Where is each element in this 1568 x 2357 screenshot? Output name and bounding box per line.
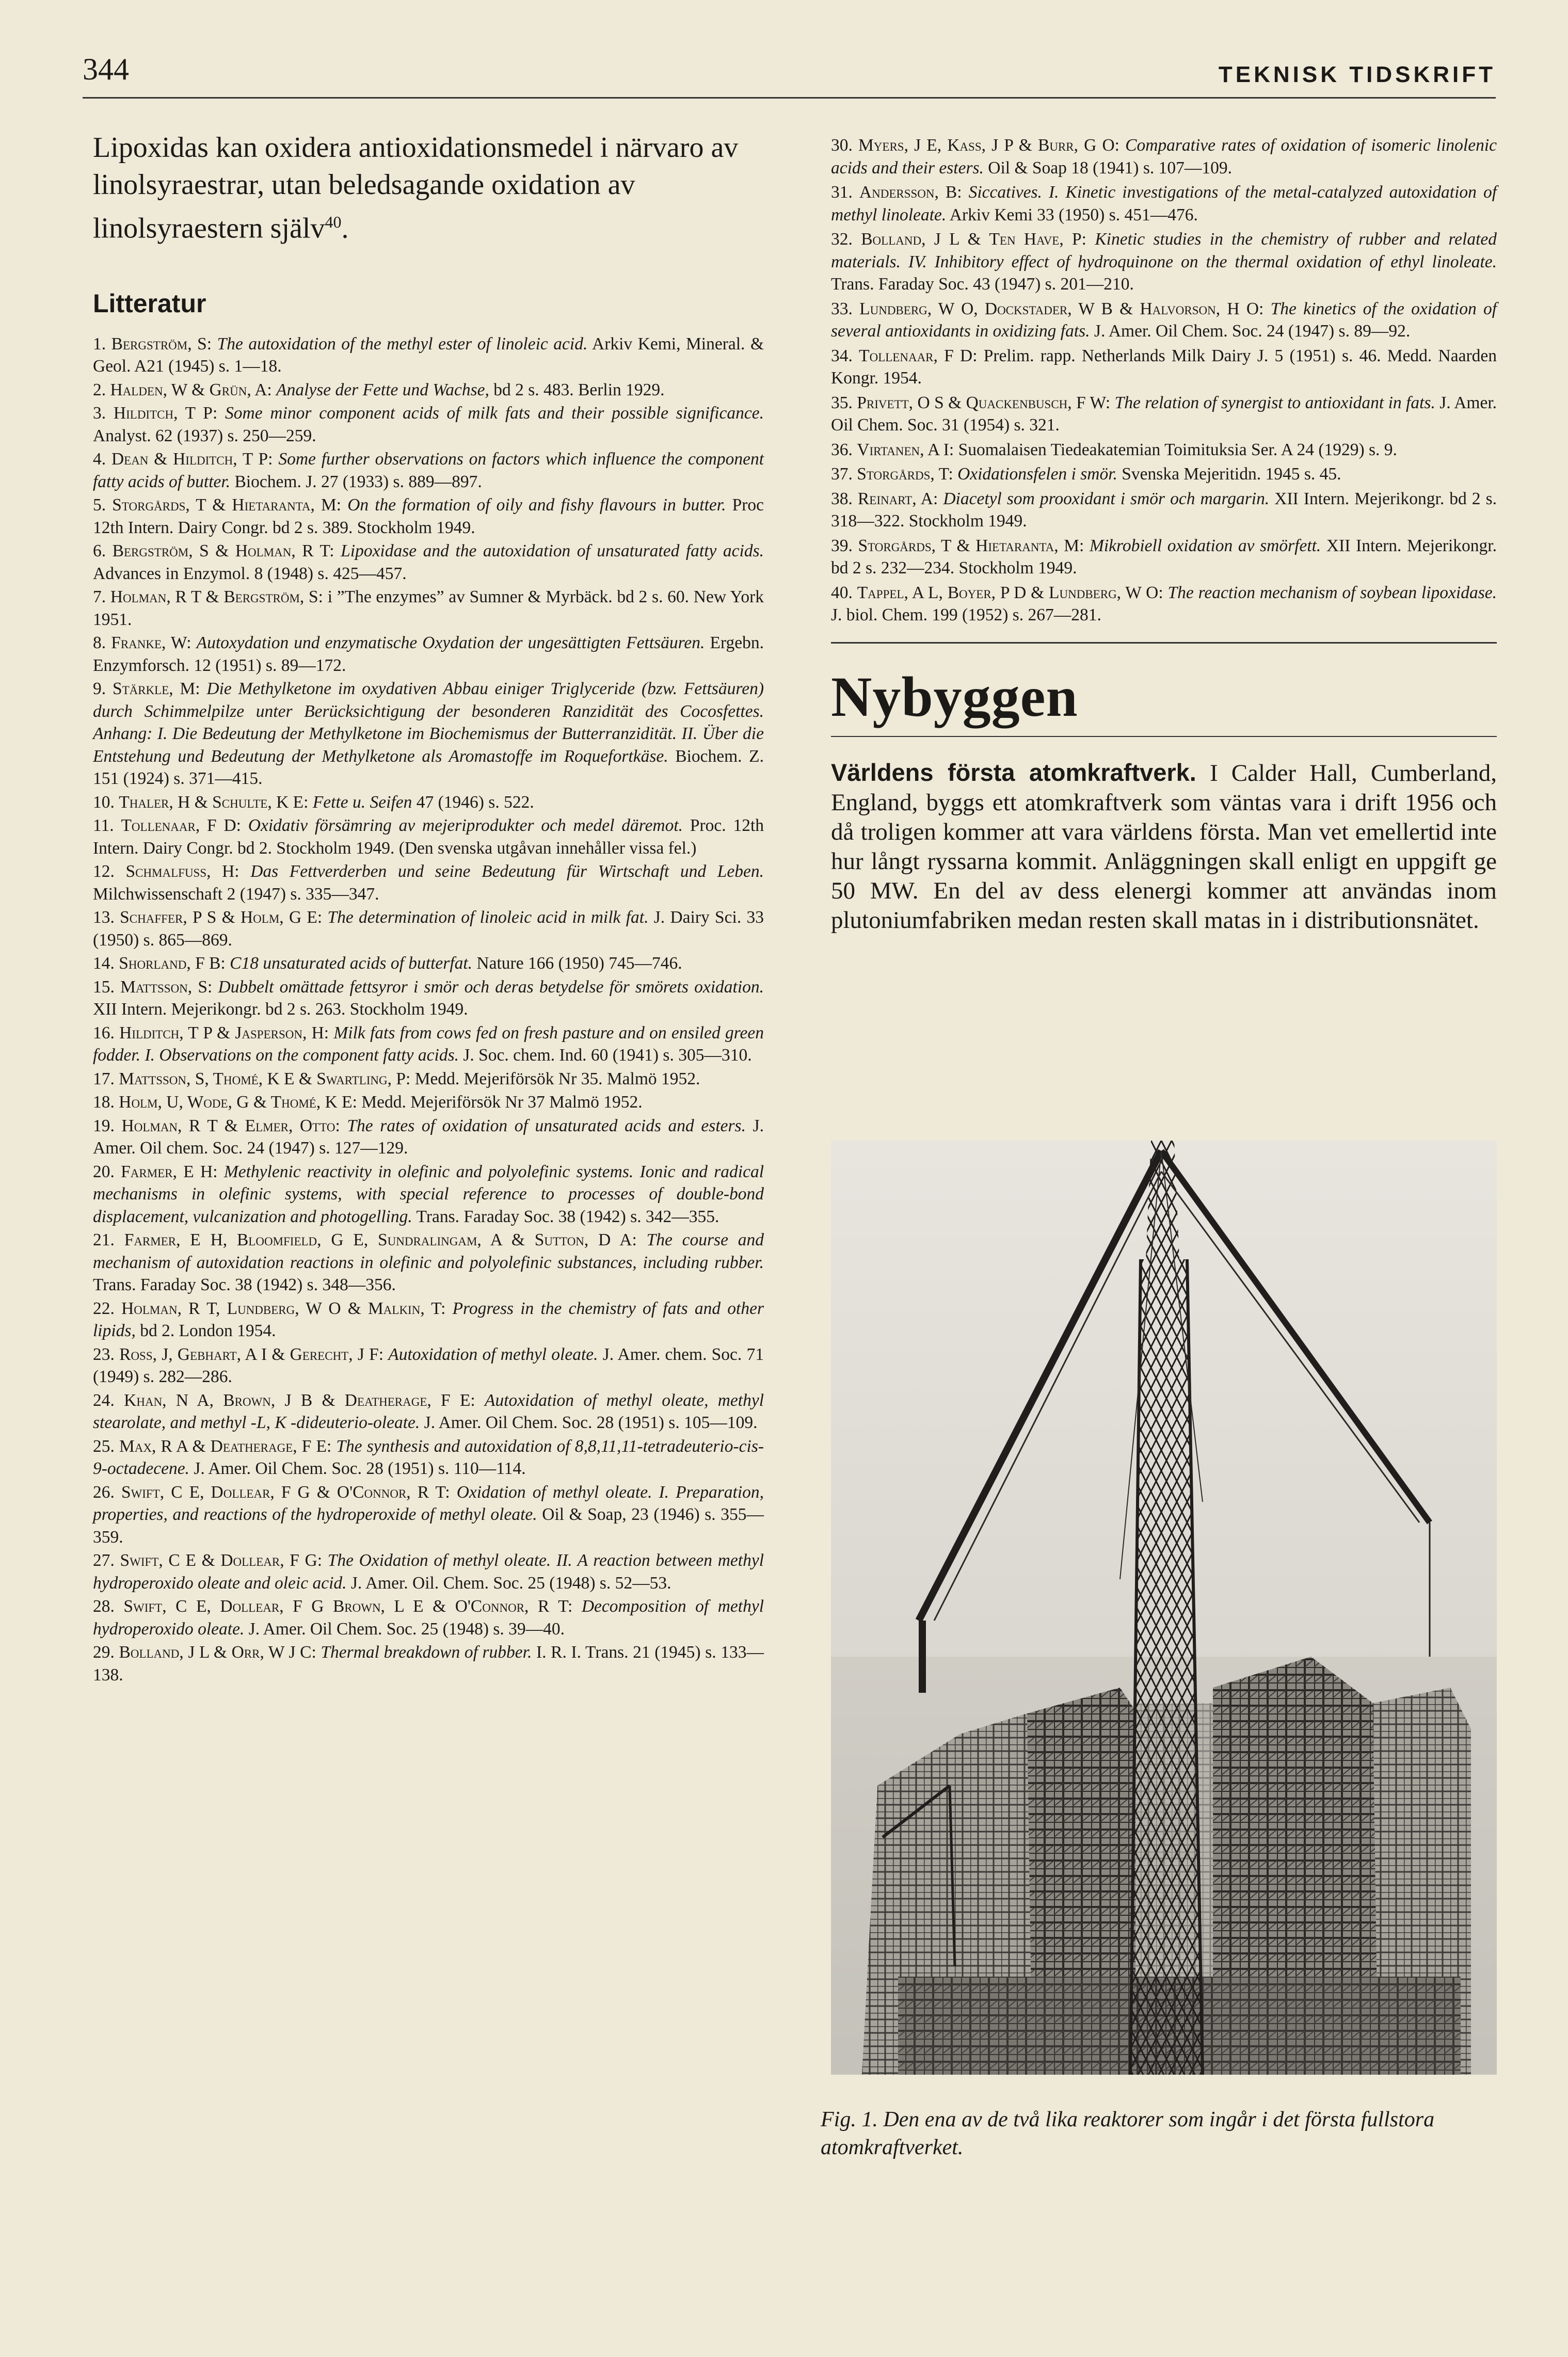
reference-rest: J. Amer. chem. Soc. 71 (1949) s. 282—286. [93, 1344, 764, 1387]
reference-rest: Suomalaisen Tiedeakatemian Toimituksia Ser. A 24 (1929) s. 9. [958, 440, 1397, 459]
reference-num: 25. [93, 1436, 115, 1456]
reference-title: Diacetyl som prooxidant i smör och margarin. [943, 489, 1270, 508]
reference-rest: 47 (1946) s. 522. [416, 792, 534, 812]
reference-title: The autoxidation of the methyl ester of linoleic acid. [217, 334, 588, 354]
reference-title: The relation of synergist to antioxidant in fats. [1114, 393, 1435, 412]
reference-authors: Myers, J E, Kass, J P & Burr, G O: [858, 136, 1119, 155]
header-rule [83, 97, 1496, 99]
reference-rest: XII Intern. Mejerikongr. bd 2 s. 263. Stockholm 1949. [93, 1000, 468, 1019]
reference-item [93, 1389, 764, 1434]
reference-authors: Farmer, E H: [121, 1162, 218, 1181]
reference-title: On the formation of oily and fishy flavours in butter. [347, 495, 726, 515]
reference-rest: Trans. Faraday Soc. 38 (1942) s. 348—356. [93, 1275, 396, 1295]
reference-num: 16. [93, 1023, 115, 1043]
reference-title: The reaction mechanism of soybean lipoxidase. [1167, 583, 1497, 602]
reference-item [831, 345, 1497, 390]
reference-title: Analyse der Fette und Wachse, [276, 380, 489, 399]
reference-title: Lipoxidase and the autoxidation of unsaturated fatty acids. [341, 541, 764, 561]
reference-rest: i ”The enzymes” av Sumner & Myrbäck. bd 2 s. 60. New York 1951. [93, 587, 764, 629]
intro-paragraph [93, 129, 764, 247]
reference-item [93, 976, 764, 1021]
reference-rest: J. Soc. chem. Ind. 60 (1941) s. 305—310. [463, 1046, 752, 1065]
reference-authors: Hilditch, T P: [113, 404, 218, 423]
reference-rest: J. Amer. Oil Chem. Soc. 31 (1954) s. 321. [831, 393, 1497, 435]
reference-authors: Lundberg, W O, Dockstader, W B & Halvorson, H O: [859, 299, 1264, 318]
reference-rest: J. Amer. Oil Chem. Soc. 24 (1947) s. 89—92. [1094, 322, 1411, 341]
reference-title: Milk fats from cows fed on fresh pasture and on ensiled green fodder. I. Observations on the component fatty acids. [93, 1023, 764, 1065]
reference-item [93, 1343, 764, 1388]
reference-rest: bd 2. London 1954. [140, 1321, 276, 1341]
reference-num: 15. [93, 977, 115, 997]
reference-title: Autoxydation und enzymatische Oxydation der ungesättigten Fettsäuren. [196, 633, 705, 653]
reference-authors: Schaffer, P S & Holm, G E: [120, 908, 323, 927]
reference-rest: XII Intern. Mejerikongr. bd 2 s. 318—322. Stockholm 1949. [831, 489, 1497, 531]
reference-num: 14. [93, 954, 115, 973]
reference-authors: Halden, W & Grün, A: [110, 380, 272, 399]
literature-heading: Litteratur [93, 288, 206, 318]
news-lead: Världens första atomkraftverk. [831, 758, 1196, 786]
reference-authors: Shorland, F B: [119, 954, 226, 973]
reference-rest: XII Intern. Mejerikongr. bd 2 s. 232—234. Stockholm 1949. [831, 536, 1497, 578]
reference-authors: Storgårds, T: [857, 464, 953, 484]
reference-num: 34. [831, 346, 853, 365]
reference-title: The Oxidation of methyl oleate. II. A reaction between methyl hydroperoxido oleate and oleic acid. [93, 1551, 764, 1593]
reference-rest: J. Amer. Oil chem. Soc. 24 (1947) s. 127—129. [93, 1116, 764, 1158]
reference-item [93, 494, 764, 539]
reference-rest: Nature 166 (1950) 745—746. [476, 954, 682, 973]
reference-num: 26. [93, 1482, 115, 1502]
reference-num: 4. [93, 450, 106, 469]
reference-authors: Storgårds, T & Hietaranta, M: [858, 536, 1084, 555]
left-column [93, 129, 764, 1687]
reference-item [93, 1091, 764, 1114]
reference-rest: Proc. 12th Intern. Dairy Congr. bd 2. Stockholm 1949. (Den svenska utgåvan innehåller vissa fel.) [93, 816, 764, 858]
reference-authors: Swift, C E, Dollear, F G Brown, L E & O'Connor, R T: [123, 1597, 573, 1616]
reference-title: Decomposition of methyl hydroperoxido oleate. [93, 1597, 764, 1639]
reference-title: The rates of oxidation of unsaturated acids and esters. [347, 1116, 746, 1135]
reference-item [93, 1595, 764, 1640]
reference-item [93, 379, 764, 402]
reference-authors: Bolland, J L & Orr, W J C: [119, 1643, 316, 1662]
reference-authors: Privett, O S & Quackenbusch, F W: [857, 393, 1111, 412]
reference-rest: Advances in Enzymol. 8 (1948) s. 425—457. [93, 564, 407, 583]
reference-num: 37. [831, 464, 853, 484]
reference-item [93, 540, 764, 585]
reference-item [831, 463, 1497, 486]
reference-rest: Analyst. 62 (1937) s. 250—259. [93, 426, 316, 445]
reference-num: 33. [831, 299, 853, 318]
reference-num: 35. [831, 393, 853, 412]
reference-rest: Svenska Mejeritidn. 1945 s. 45. [1122, 464, 1341, 484]
right-column [831, 134, 1497, 935]
reference-title: Mikrobiell oxidation av smörfett. [1089, 536, 1321, 555]
reference-item [93, 1115, 764, 1160]
reference-num: 30. [831, 136, 853, 155]
reference-item [93, 1549, 764, 1594]
reference-num: 38. [831, 489, 853, 508]
reference-title: The determination of linoleic acid in milk fat. [327, 908, 649, 927]
reference-num: 6. [93, 541, 106, 561]
reference-list-left [93, 333, 764, 1687]
reference-authors: Tollenaar, F D: [859, 346, 978, 365]
reference-rest: Ergebn. Enzymforsch. 12 (1951) s. 89—172. [93, 633, 764, 675]
reference-item [93, 906, 764, 951]
reference-title: Oxidationsfelen i smör. [957, 464, 1117, 484]
reference-rest: J. biol. Chem. 199 (1952) s. 267—281. [831, 605, 1101, 624]
page-number: 344 [83, 52, 129, 86]
reference-item [93, 333, 764, 378]
reference-title: Kinetic studies in the chemistry of rubber and related materials. IV. Inhibitory effect of hydroquinone on the thermal oxidation of ethyl linoleate. [831, 230, 1497, 271]
reference-rest: Arkiv Kemi, Mineral. & Geol. A21 (1945) s. 1—18. [93, 334, 764, 376]
reference-rest: I. R. I. Trans. 21 (1945) s. 133—138. [93, 1643, 764, 1685]
reference-item [93, 814, 764, 859]
reference-num: 9. [93, 679, 106, 699]
news-heading: Nybyggen [831, 665, 1078, 728]
reference-rest: Trans. Faraday Soc. 43 (1947) s. 201—210. [831, 275, 1134, 294]
reference-authors: Swift, C E & Dollear, F G: [120, 1551, 323, 1570]
news-body-text: I Calder Hall, Cumberland, England, byggs ett atomkraftverk som väntas vara i drift 1956 och då troligen kommer att vara världens första. Man vet emellertid inte hur långt ryssarna kommit. Anläggningen skall enligt en uppgift ge 50 MW. En del av dess elenergi kommer att användas inom plutoniumfabriken medan resten skall matas in i distributionsnätet. [831, 759, 1497, 934]
reference-item [93, 402, 764, 447]
reference-item [93, 1641, 764, 1686]
reference-title: Oxidation of methyl oleate. I. Preparation, properties, and reactions of the hydroperoxide of methyl oleate. [93, 1482, 764, 1525]
reference-num: 17. [93, 1069, 115, 1088]
reference-authors: Holman, R T & Elmer, Otto: [121, 1116, 340, 1135]
reference-rest: Medd. Mejeriförsök Nr 35. Malmö 1952. [414, 1069, 700, 1088]
reference-title: Comparative rates of oxidation of isomeric linolenic acids and their esters. [831, 136, 1497, 178]
reference-num: 31. [831, 183, 853, 202]
reference-num: 22. [93, 1298, 115, 1318]
reference-title: Progress in the chemistry of fats and other lipids, [93, 1298, 764, 1341]
reference-title: Thermal breakdown of rubber. [321, 1643, 532, 1662]
reference-title: Dubbelt omättade fettsyror i smör och deras betydelse för smörets oxidation. [218, 977, 764, 997]
reference-item [93, 952, 764, 975]
figure-caption: Fig. 1. Den ena av de två lika reaktorer som ingår i det första fullstora atomkraftverket. [821, 2108, 1435, 2159]
reference-num: 5. [93, 495, 106, 515]
reference-num: 7. [93, 587, 106, 607]
reference-rest: Biochem. J. 27 (1933) s. 889—897. [234, 472, 482, 491]
reference-authors: Tappel, A L, Boyer, P D & Lundberg, W O: [857, 583, 1163, 602]
reference-num: 29. [93, 1643, 115, 1662]
reference-num: 3. [93, 404, 106, 423]
reference-item [93, 632, 764, 677]
reference-authors: Khan, N A, Brown, J B & Deatherage, F E: [124, 1390, 475, 1410]
reference-rest: Oil & Soap, 23 (1946) s. 355—359. [93, 1505, 764, 1547]
reference-title: The kinetics of the oxidation of several antioxidants in oxidizing fats. [831, 299, 1497, 341]
reference-num: 36. [831, 440, 853, 459]
reference-rest: Oil & Soap 18 (1941) s. 107—109. [988, 158, 1232, 178]
reference-item [93, 1229, 764, 1296]
reference-rest: J. Amer. Oil Chem. Soc. 28 (1951) s. 105—109. [424, 1413, 758, 1433]
reference-list-right [831, 134, 1497, 627]
reference-authors: Holman, R T & Bergström, S: [110, 587, 323, 607]
reference-item [93, 586, 764, 631]
reference-rest: Proc 12th Intern. Dairy Congr. bd 2 s. 389. Stockholm 1949. [93, 495, 764, 537]
intro-end: . [341, 212, 349, 245]
reference-num: 8. [93, 633, 106, 653]
reference-rest: Trans. Faraday Soc. 38 (1942) s. 342—355. [416, 1207, 719, 1226]
reference-item [831, 582, 1497, 627]
journal-title: TEKNISK TIDSKRIFT [1218, 62, 1496, 87]
reference-rest: J. Amer. Oil Chem. Soc. 25 (1948) s. 39—40. [248, 1619, 565, 1639]
reference-num: 28. [93, 1597, 115, 1616]
reference-authors: Bergström, S: [111, 334, 212, 354]
reference-num: 12. [93, 862, 115, 881]
reference-title: Fette u. Seifen [312, 792, 412, 812]
reference-rest: J. Amer. Oil Chem. Soc. 28 (1951) s. 110—114. [194, 1459, 526, 1479]
reference-item [93, 1435, 764, 1480]
reference-num: 19. [93, 1116, 115, 1135]
reference-item [831, 134, 1497, 179]
reference-rest: J. Dairy Sci. 33 (1950) s. 865—869. [93, 908, 764, 950]
reference-num: 21. [93, 1230, 115, 1250]
reference-authors: Max, R A & Deatherage, F E: [119, 1436, 332, 1456]
reference-title: Methylenic reactivity in olefinic and polyolefinic systems. Ionic and radical mechanisms in olefinic systems, with special reference to processes of double-bond displacement, vulcanization and photogelling. [93, 1162, 764, 1226]
reference-authors: Ross, J, Gebhart, A I & Gerecht, J F: [119, 1344, 384, 1364]
reference-num: 23. [93, 1344, 115, 1364]
reference-authors: Reinart, A: [857, 489, 938, 508]
news-rule [831, 736, 1497, 737]
reference-num: 20. [93, 1162, 115, 1181]
reference-num: 10. [93, 792, 115, 812]
reference-rest: Biochem. Z. 151 (1924) s. 371—415. [93, 746, 764, 789]
reference-item [93, 448, 764, 493]
reference-authors: Schmalfuss, H: [125, 862, 239, 881]
reference-item [831, 535, 1497, 580]
reference-title: Oxidativ försämring av mejeriprodukter och medel däremot. [248, 816, 683, 836]
reference-title: Autoxidation of methyl oleate. [388, 1344, 598, 1364]
reference-num: 11. [93, 816, 114, 836]
reference-num: 13. [93, 908, 115, 927]
reference-item [93, 678, 764, 790]
reference-item [831, 392, 1497, 437]
reference-num: 40. [831, 583, 853, 602]
reference-num: 27. [93, 1551, 115, 1570]
reference-title: The course and mechanism of autoxidation reactions in olefinic and polyolefinic substances, including rubber. [93, 1230, 764, 1272]
reference-authors: Holman, R T, Lundberg, W O & Malkin, T: [121, 1298, 446, 1318]
reference-title: Das Fettverderben und seine Bedeutung für Wirtschaft und Leben. [250, 862, 764, 881]
reference-rest: Medd. Mejeriförsök Nr 37 Malmö 1952. [361, 1093, 643, 1112]
intro-ref: 40 [325, 213, 342, 231]
reference-authors: Dean & Hilditch, T P: [111, 450, 273, 469]
reference-authors: Bergström, S & Holman, R T: [112, 541, 334, 561]
reference-authors: Franke, W: [111, 633, 191, 653]
reference-authors: Tollenaar, F D: [121, 816, 241, 836]
reference-authors: Holm, U, Wode, G & Thomé, K E: [119, 1093, 357, 1112]
reference-title: Siccatives. I. Kinetic investigations of the metal-catalyzed autoxidation of methyl linoleate. [831, 183, 1497, 225]
reference-title: Die Methylketone im oxydativen Abbau einiger Triglyceride (bzw. Fettsäuren) durch Schimmelpilze unter Berücksichtigung der besonderen Ranzidität des Cocosfettes. Anhang: I. Die Bedeutung der Methylketone im Biochemismus der Butterranzidität. II. Über die Entstehung und Bedeutung der Methylketone als Aromastoffe im Roquefortkäse. [93, 679, 764, 766]
reference-item [93, 860, 764, 905]
reference-rest: Arkiv Kemi 33 (1950) s. 451—476. [949, 205, 1198, 225]
reference-item [831, 488, 1497, 533]
reference-rest: Milchwissenschaft 2 (1947) s. 335—347. [93, 884, 379, 904]
news-article [831, 758, 1497, 935]
reference-num: 24. [93, 1390, 115, 1410]
reference-authors: Andersson, B: [859, 183, 962, 202]
reference-authors: Virtanen, A I: [857, 440, 954, 459]
reference-num: 1. [93, 334, 106, 354]
reference-item [831, 298, 1497, 343]
reference-title: C18 unsaturated acids of butterfat. [230, 954, 473, 973]
reference-item [831, 439, 1497, 461]
reference-title: Some further observations on factors which influence the component fatty acids of butter. [93, 450, 764, 491]
reference-authors: Bolland, J L & Ten Have, P: [861, 230, 1086, 249]
reference-num: 39. [831, 536, 853, 555]
reference-rest: Prelim. rapp. Netherlands Milk Dairy J. 5 (1951) s. 46. Medd. Naarden Kongr. 1954. [831, 346, 1497, 388]
reference-item [93, 1022, 764, 1067]
reference-authors: Farmer, E H, Bloomfield, G E, Sundralingam, A & Sutton, D A: [124, 1230, 637, 1250]
reference-authors: Storgårds, T & Hietaranta, M: [112, 495, 342, 515]
reference-item [93, 1068, 764, 1091]
reference-rest: J. Amer. Oil. Chem. Soc. 25 (1948) s. 52—53. [350, 1573, 671, 1593]
reference-item [93, 1481, 764, 1549]
reference-num: 2. [93, 380, 106, 399]
reference-item [831, 181, 1497, 226]
reference-item [93, 1161, 764, 1228]
reference-num: 32. [831, 230, 853, 249]
reference-title: Some minor component acids of milk fats and their possible significance. [225, 404, 764, 423]
reference-title: Autoxidation of methyl oleate, methyl stearolate, and methyl -L, K -dideuterio-oleate. [93, 1390, 764, 1433]
reference-authors: Mattsson, S: [120, 977, 213, 997]
reactor-photo [831, 1141, 1497, 2075]
reference-authors: Stärkle, M: [112, 679, 200, 699]
reference-item [93, 1297, 764, 1342]
reference-title: The synthesis and autoxidation of 8,8,11,11-tetradeuterio-cis-9-octadecene. [93, 1436, 764, 1479]
reference-rest: bd 2 s. 483. Berlin 1929. [493, 380, 665, 399]
reference-authors: Swift, C E, Dollear, F G & O'Connor, R T: [121, 1482, 450, 1502]
intro-text: Lipoxidas kan oxidera antioxidationsmedel i närvaro av linolsyraestrar, utan beledsagande oxidation av linolsyraestern själv [93, 132, 739, 245]
reference-authors: Hilditch, T P & Jasperson, H: [119, 1023, 329, 1043]
reference-item [93, 791, 764, 814]
reference-num: 18. [93, 1093, 115, 1112]
reference-authors: Mattsson, S, Thomé, K E & Swartling, P: [119, 1069, 411, 1088]
reference-authors: Thaler, H & Schulte, K E: [119, 792, 309, 812]
reference-item [831, 228, 1497, 296]
section-rule [831, 642, 1497, 644]
